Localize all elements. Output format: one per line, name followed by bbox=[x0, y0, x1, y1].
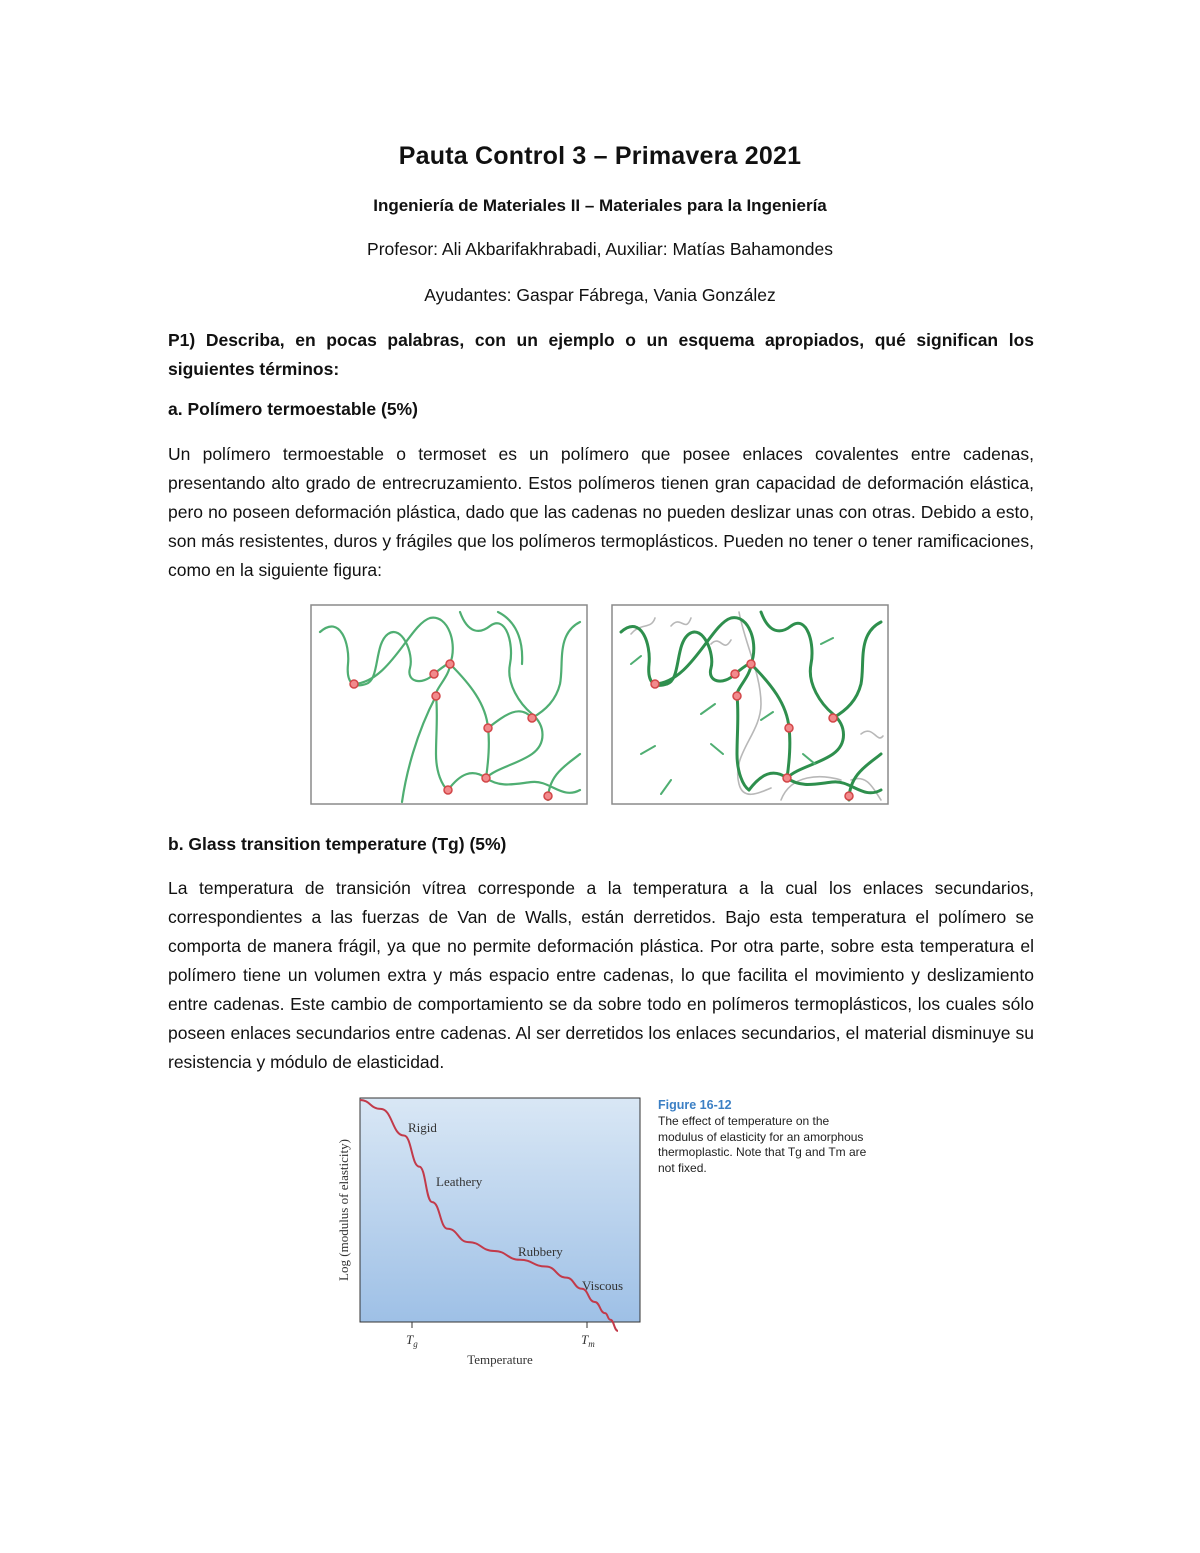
section-a-body: Un polímero termoestable o termoset es un polímero que posee enlaces covalentes entre cadenas, presentando alto grado de entrecruzamiento. Estos polímeros tienen gran capacidad de deformación elástica, pero no poseen deformación plástica, dado que las cadenas no pueden deslizar unas con otras. Debido a esto, son más resistentes, duros y frágiles que los polímeros termoplásticos. Pueden no tener o tener ramificaciones, como en la siguiente figura: bbox=[168, 444, 1034, 580]
section-b-body: La temperatura de transición vítrea corresponde a la temperatura a la cual los enlaces secundarios, correspondientes a las fuerzas de Van de Walls, están derretidos. Bajo esta temperatura el polímero se comporta de manera frágil, ya que no permite deformación plástica. Por otra parte, sobre esta temperatura el polímero tiene un volumen extra y más espacio entre cadenas, lo que facilita el movimiento y deslizamiento entre cadenas. Este cambio de comportamiento se da sobre todo en polímeros termoplásticos, los cuales sólo poseen enlaces secundarios entre cadenas. Al ser derretidos los enlaces secundarios, el material disminuye su resistencia y módulo de elasticidad. bbox=[168, 878, 1034, 1072]
assistants-line: Ayudantes: Gaspar Fábrega, Vania González bbox=[424, 285, 776, 305]
region-label-rigid: Rigid bbox=[408, 1120, 437, 1135]
thermoset-network-figure bbox=[310, 604, 890, 806]
section-a-heading: a. Polímero termoestable (5%) bbox=[168, 399, 418, 419]
professor-line: Profesor: Ali Akbarifakhrabadi, Auxiliar: Matías Bahamondes bbox=[367, 239, 833, 259]
network-panel-branched bbox=[612, 605, 888, 804]
region-label-leathery: Leathery bbox=[436, 1174, 483, 1189]
course-subtitle: Ingeniería de Materiales II – Materiales para la Ingeniería bbox=[373, 196, 827, 215]
region-label-viscous: Viscous bbox=[582, 1278, 624, 1293]
question-p1: P1) Describa, en pocas palabras, con un ejemplo o un esquema apropiados, qué significan los siguientes términos: bbox=[168, 330, 1034, 379]
section-b-heading: b. Glass transition temperature (Tg) (5%) bbox=[168, 834, 507, 854]
x-axis-label: Temperature bbox=[467, 1352, 533, 1367]
figure-caption-text: The effect of temperature on the modulus of elasticity for an amorphous thermoplastic. Note that Tg and Tm are not fixed. bbox=[658, 1114, 867, 1175]
x-tick-tm: $T_m$ bbox=[581, 1332, 595, 1349]
network-panel-unbranched bbox=[311, 605, 587, 804]
region-label-rubbery: Rubbery bbox=[518, 1244, 563, 1259]
y-axis-label: Log (modulus of elasticity) bbox=[336, 1139, 351, 1281]
figure-caption-label: Figure 16-12 bbox=[658, 1098, 732, 1112]
document-title: Pauta Control 3 – Primavera 2021 bbox=[398, 142, 802, 170]
x-tick-tg: $T_g$ bbox=[406, 1332, 418, 1349]
